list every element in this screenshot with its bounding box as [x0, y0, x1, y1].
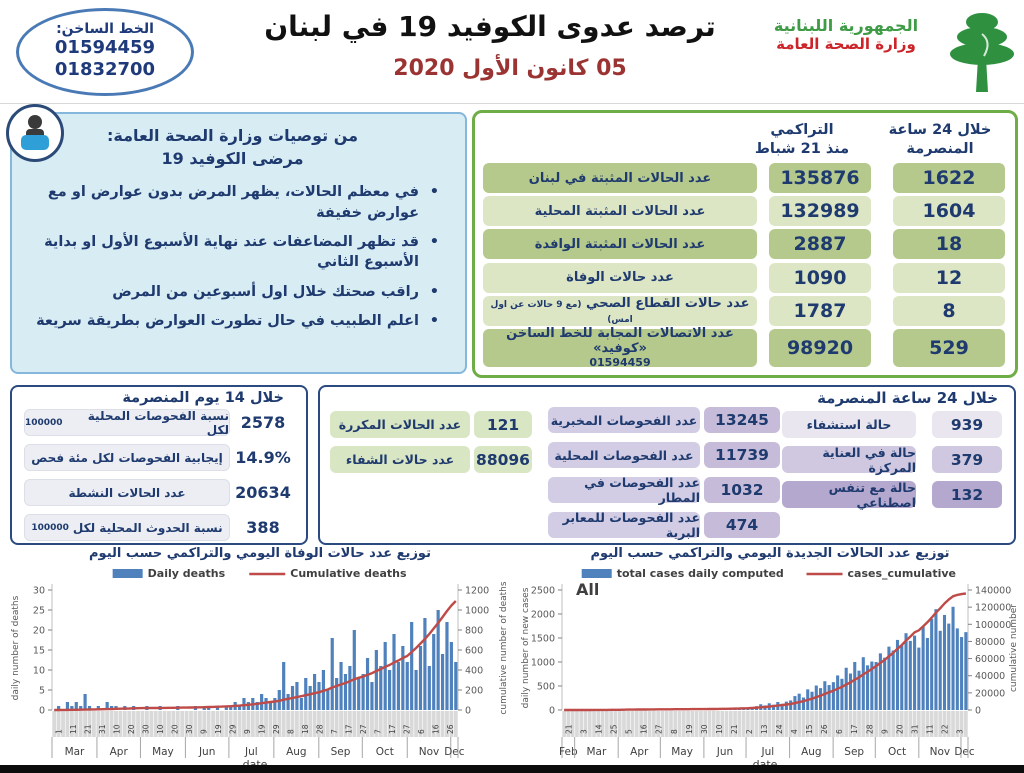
- svg-text:30: 30: [184, 724, 194, 734]
- svg-text:Mar: Mar: [64, 746, 85, 758]
- svg-text:May: May: [152, 746, 174, 758]
- svg-text:Apr: Apr: [109, 746, 128, 758]
- hotline-number-2: 01832700: [54, 58, 156, 80]
- stat-label: عدد الفحوصات المحلية: [548, 442, 700, 468]
- svg-text:19: 19: [213, 724, 223, 734]
- stat-label: حالة استشفاء: [782, 411, 916, 438]
- svg-text:500: 500: [536, 681, 555, 693]
- last24-value: 12: [893, 263, 1005, 293]
- svg-text:Oct: Oct: [887, 746, 907, 758]
- header-divider: [0, 103, 1024, 104]
- ministry-name: [748, 16, 944, 53]
- report-date: 05 كانون الأول 2020: [393, 56, 627, 81]
- recommendations-list: [26, 182, 439, 331]
- stat-value: 379: [932, 446, 1002, 473]
- svg-text:7: 7: [329, 729, 339, 734]
- stat-label: نسبة الحدوث المحلية لكل 100000: [24, 514, 230, 541]
- svg-text:4: 4: [790, 729, 800, 734]
- page-title: ترصد عدوى الكوفيد 19 في لبنان: [264, 10, 716, 43]
- svg-text:40000: 40000: [975, 671, 1006, 683]
- svg-text:total cases daily computed: total cases daily computed: [616, 567, 784, 580]
- svg-text:9: 9: [880, 729, 890, 734]
- list-item: [24, 409, 296, 436]
- last24-value: 1622: [893, 163, 1005, 193]
- svg-text:Aug: Aug: [801, 746, 822, 758]
- svg-text:21: 21: [83, 724, 93, 734]
- svg-text:80000: 80000: [975, 636, 1006, 648]
- row-label: عدد الحالات المثبتة في لبنان: [483, 163, 757, 193]
- svg-text:1000: 1000: [465, 605, 490, 617]
- last24-value: 529: [893, 329, 1005, 367]
- table-row: [483, 263, 1005, 293]
- svg-text:21: 21: [729, 724, 739, 734]
- svg-text:19: 19: [257, 724, 267, 734]
- svg-text:Nov: Nov: [929, 746, 951, 758]
- svg-text:400: 400: [465, 665, 484, 677]
- chart-title: توزيع عدد حالات الوفاة اليومي والتراكمي حسب اليوم: [89, 546, 431, 561]
- svg-text:3: 3: [955, 729, 965, 734]
- cumulative-value: 132989: [769, 196, 871, 226]
- row-label: عدد حالات الوفاة: [483, 263, 757, 293]
- svg-text:cases_cumulative: cases_cumulative: [847, 567, 956, 580]
- svg-text:Jul: Jul: [245, 746, 258, 758]
- chart-annotation: All: [576, 580, 600, 599]
- svg-text:15: 15: [805, 724, 815, 734]
- table-row: [483, 229, 1005, 259]
- svg-text:7: 7: [373, 729, 383, 734]
- svg-text:200: 200: [465, 685, 484, 697]
- svg-text:0: 0: [38, 705, 45, 717]
- cases-chart: [516, 546, 1024, 772]
- svg-text:30: 30: [32, 585, 45, 597]
- svg-text:May: May: [671, 746, 693, 758]
- stat-value: 121: [474, 411, 532, 438]
- svg-text:2: 2: [744, 729, 754, 734]
- svg-text:31: 31: [910, 724, 920, 734]
- cedar-logo-icon: [946, 4, 1018, 100]
- svg-text:31: 31: [97, 724, 107, 734]
- svg-text:Cumulative deaths: Cumulative deaths: [290, 567, 407, 580]
- hotline-label: الخط الساخن:: [56, 21, 154, 37]
- svg-text:0: 0: [548, 705, 555, 717]
- stat-value: 388: [246, 518, 280, 537]
- bullet-icon: •: [429, 283, 439, 300]
- stat-value: 132: [932, 481, 1002, 508]
- stats-table: [472, 110, 1018, 378]
- bullet-icon: •: [429, 233, 439, 250]
- svg-text:Aug: Aug: [286, 746, 307, 758]
- stat-value: 88096: [474, 446, 532, 473]
- deaths-chart-canvas: [6, 562, 511, 772]
- stat-value: 20634: [235, 483, 291, 502]
- stat-value: 2578: [240, 413, 286, 432]
- stat-label: عدد الفحوصات للمعابر البرية: [548, 512, 700, 538]
- cumulative-value: 1787: [769, 296, 871, 326]
- column-header-24h: خلال 24 ساعة المنصرمة: [888, 122, 992, 157]
- svg-text:Oct: Oct: [375, 746, 394, 758]
- svg-text:17: 17: [344, 724, 354, 734]
- svg-text:Dec: Dec: [444, 746, 465, 758]
- svg-text:Sep: Sep: [844, 746, 865, 758]
- svg-text:8: 8: [669, 729, 679, 734]
- last24-value: 18: [893, 229, 1005, 259]
- hotline-badge: [16, 8, 194, 96]
- y-axis-label-right: cumulative number of deaths: [499, 581, 509, 715]
- svg-text:1: 1: [54, 729, 64, 734]
- svg-text:5: 5: [624, 729, 634, 734]
- last24-value: 8: [893, 296, 1005, 326]
- list-item: [26, 182, 439, 223]
- cases-chart-canvas: [516, 562, 1021, 772]
- y-axis-label-left: daily number of deaths: [11, 595, 21, 701]
- stat-label: حالة في العناية المركزة: [782, 446, 916, 473]
- svg-text:2000: 2000: [530, 609, 555, 621]
- svg-text:28: 28: [315, 724, 325, 734]
- stat-label: عدد الفحوصات في المطار: [548, 477, 700, 503]
- stat-label: عدد الحالات المكررة: [330, 411, 470, 438]
- last24-summary-box: [318, 385, 1016, 545]
- svg-text:22: 22: [940, 724, 950, 734]
- fourteen-day-title: خلال 14 يوم المنصرمة: [122, 390, 284, 406]
- svg-text:100000: 100000: [975, 619, 1012, 631]
- svg-text:28: 28: [865, 724, 875, 734]
- svg-text:17: 17: [387, 724, 397, 734]
- svg-text:11: 11: [68, 724, 78, 734]
- svg-text:30: 30: [699, 724, 709, 734]
- last24-value: 1604: [893, 196, 1005, 226]
- svg-text:800: 800: [465, 625, 484, 637]
- cumulative-value: 2887: [769, 229, 871, 259]
- svg-text:30: 30: [141, 724, 151, 734]
- svg-text:Nov: Nov: [418, 746, 440, 758]
- cumulative-value: 1090: [769, 263, 871, 293]
- hotline-number-1: 01594459: [54, 37, 156, 58]
- svg-text:9: 9: [199, 729, 209, 734]
- svg-text:25: 25: [32, 605, 45, 617]
- svg-text:Daily deaths: Daily deaths: [147, 567, 226, 580]
- row-label: عدد الاتصالات المجابة للخط الساخن «كوفيد» 01594459: [483, 329, 757, 367]
- table-row: [483, 196, 1005, 226]
- svg-text:16: 16: [639, 724, 649, 734]
- last24-title: خلال 24 ساعة المنصرمة: [817, 389, 998, 407]
- svg-text:1200: 1200: [465, 585, 490, 597]
- recommendation-text: اعلم الطبيب في حال تطورت العوارض بطريقة سريعة: [36, 312, 419, 329]
- row-label: عدد الحالات المثبتة الوافدة: [483, 229, 757, 259]
- list-item: [24, 514, 296, 541]
- svg-text:120000: 120000: [975, 602, 1012, 614]
- svg-text:27: 27: [358, 724, 368, 734]
- svg-text:29: 29: [228, 724, 238, 734]
- svg-text:2500: 2500: [530, 585, 555, 597]
- svg-text:27: 27: [402, 724, 412, 734]
- svg-text:Apr: Apr: [630, 746, 649, 758]
- svg-text:6: 6: [416, 729, 426, 734]
- svg-text:25: 25: [609, 724, 619, 734]
- stat-label: عدد الحالات النشطة: [24, 479, 230, 506]
- svg-text:Mar: Mar: [586, 746, 607, 758]
- svg-text:Sep: Sep: [330, 746, 351, 758]
- svg-text:20000: 20000: [975, 688, 1006, 700]
- ministry-line2: وزارة الصحة العامة: [776, 35, 916, 53]
- svg-text:26: 26: [820, 724, 830, 734]
- svg-text:1000: 1000: [530, 657, 555, 669]
- stat-value: 474: [704, 512, 780, 538]
- svg-text:0: 0: [465, 705, 472, 717]
- stat-value: 1032: [704, 477, 780, 503]
- svg-text:10: 10: [714, 724, 724, 734]
- stat-label: حالة مع تنفس اصطناعي: [782, 481, 916, 508]
- svg-text:Jun: Jun: [198, 746, 216, 758]
- svg-text:20: 20: [32, 625, 45, 637]
- list-item: [26, 311, 439, 331]
- list-item: [24, 444, 296, 471]
- svg-text:8: 8: [286, 729, 296, 734]
- svg-text:1500: 1500: [530, 633, 555, 645]
- svg-text:20: 20: [170, 724, 180, 734]
- svg-text:29: 29: [271, 724, 281, 734]
- svg-text:15: 15: [32, 645, 45, 657]
- svg-text:Feb: Feb: [559, 746, 578, 758]
- svg-text:10: 10: [112, 724, 122, 734]
- list-item: [24, 479, 296, 506]
- stat-value: 14.9%: [235, 448, 291, 467]
- bullet-icon: •: [429, 184, 439, 201]
- svg-text:3: 3: [579, 729, 589, 734]
- svg-text:20: 20: [895, 724, 905, 734]
- row-label: عدد حالات القطاع الصحي (مع 9 حالات عن اول امس): [483, 296, 757, 326]
- recommendation-text: قد تظهر المضاعفات عند نهاية الأسبوع الأول او بداية الأسبوع الثاني: [44, 233, 419, 271]
- svg-text:20: 20: [126, 724, 136, 734]
- svg-text:0: 0: [975, 705, 982, 717]
- svg-text:10: 10: [155, 724, 165, 734]
- svg-text:Dec: Dec: [954, 746, 975, 758]
- list-item: [26, 232, 439, 273]
- column-header-cumulative: التراكمي منذ 21 شباط: [754, 122, 850, 157]
- svg-text:6: 6: [835, 729, 845, 734]
- row-label: عدد الحالات المثبتة المحلية: [483, 196, 757, 226]
- deaths-chart: [6, 546, 514, 772]
- svg-text:19: 19: [684, 724, 694, 734]
- stat-value: 11739: [704, 442, 780, 468]
- recommendations-box: [10, 112, 467, 374]
- svg-text:27: 27: [654, 724, 664, 734]
- svg-text:10: 10: [32, 665, 45, 677]
- stat-label: عدد حالات الشفاء: [330, 446, 470, 473]
- svg-text:60000: 60000: [975, 654, 1006, 666]
- patient-icon: [6, 104, 64, 162]
- svg-text:5: 5: [38, 685, 45, 697]
- svg-text:16: 16: [431, 724, 441, 734]
- cumulative-value: 98920: [769, 329, 871, 367]
- ministry-line1: الجمهورية اللبنانية: [773, 16, 919, 35]
- svg-text:26: 26: [445, 724, 455, 734]
- y-axis-label-right: cumulative number: [1009, 603, 1019, 693]
- svg-text:600: 600: [465, 645, 484, 657]
- recommendation-text: في معظم الحالات، يظهر المرض بدون عوارض او مع عوارض خفيفة: [47, 184, 419, 221]
- svg-text:Jul: Jul: [761, 746, 775, 758]
- cumulative-value: 135876: [769, 163, 871, 193]
- svg-text:17: 17: [850, 724, 860, 734]
- svg-text:13: 13: [760, 724, 769, 734]
- y-axis-label-left: daily number of new cases: [521, 587, 531, 709]
- list-item: [26, 282, 439, 302]
- fourteen-day-box: [10, 385, 308, 545]
- recommendation-text: راقب صحتك خلال اول أسبوعين من المرض: [112, 283, 419, 300]
- svg-text:21: 21: [564, 724, 574, 734]
- stat-label: عدد الفحوصات المخبرية: [548, 407, 700, 433]
- recommendations-title: من توصيات وزارة الصحة العامة:: [106, 126, 359, 145]
- bottom-bar: [0, 765, 1024, 773]
- svg-text:11: 11: [925, 724, 935, 734]
- stat-label: نسبة الفحوصات المحلية لكل 100000: [25, 408, 229, 437]
- stat-value: 13245: [704, 407, 780, 433]
- table-row: [483, 163, 1005, 193]
- svg-text:14: 14: [594, 724, 604, 734]
- recommendations-subtitle: مرضى الكوفيد 19: [161, 149, 304, 169]
- svg-text:9: 9: [242, 729, 252, 734]
- table-row: [483, 296, 1005, 326]
- svg-text:140000: 140000: [975, 585, 1012, 597]
- svg-text:18: 18: [300, 724, 310, 734]
- chart-title: توزيع عدد الحالات الجديدة اليومي والتراكمي حسب اليوم: [590, 546, 950, 561]
- table-row: [483, 326, 1005, 370]
- stat-label: إيجابية الفحوصات لكل مئة فحص: [24, 444, 230, 471]
- bullet-icon: •: [429, 312, 439, 329]
- stat-value: 939: [932, 411, 1002, 438]
- svg-text:24: 24: [775, 724, 785, 734]
- svg-text:Jun: Jun: [716, 746, 734, 758]
